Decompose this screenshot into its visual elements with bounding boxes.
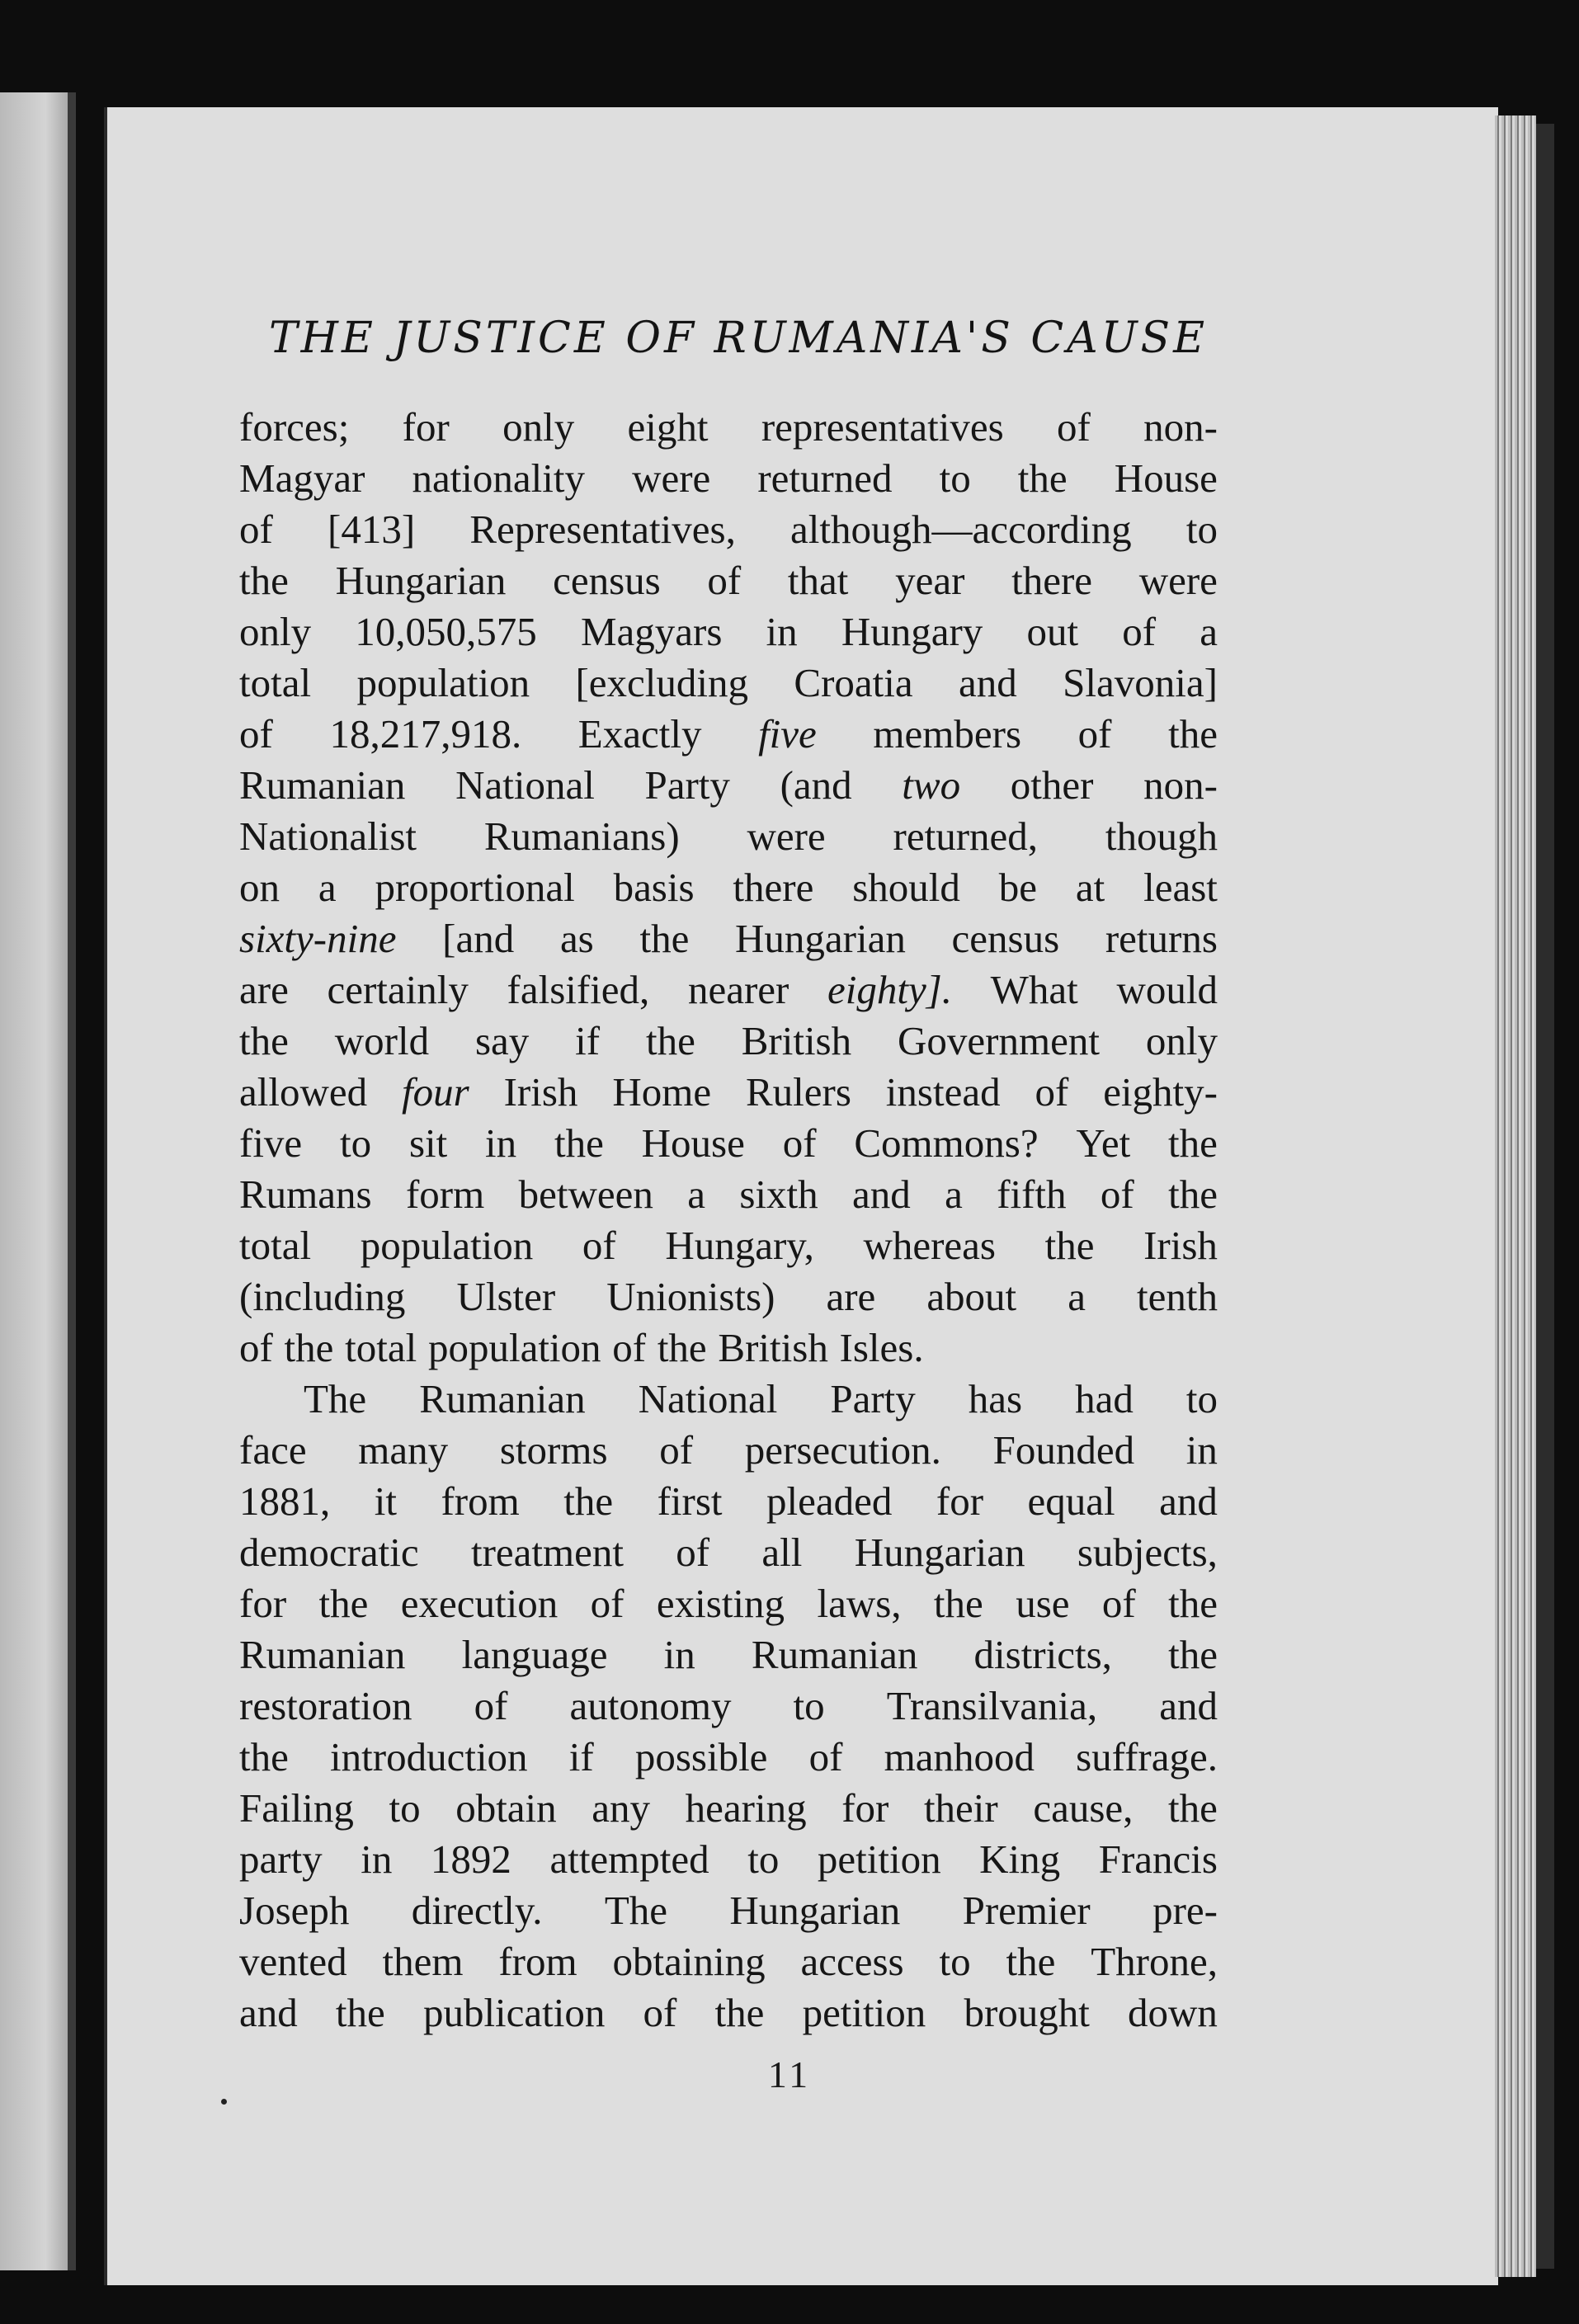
word: Hungary, [665, 1223, 814, 1268]
word: first [657, 1478, 723, 1524]
word: [excluding [575, 660, 749, 705]
word: pre- [1152, 1888, 1218, 1933]
word: existing [656, 1581, 785, 1626]
text-line [239, 1169, 1218, 1220]
word: nearer [687, 967, 790, 1012]
word: any [592, 1785, 651, 1831]
word: non- [1143, 404, 1218, 450]
word: sixth [739, 1171, 818, 1217]
word: the [1017, 455, 1068, 501]
word: sit [408, 1120, 448, 1166]
word: of [1057, 404, 1091, 450]
word: has [968, 1376, 1023, 1421]
word: Rumanian [239, 1632, 406, 1677]
word: down [1128, 1990, 1218, 2035]
text-line [239, 606, 1218, 658]
word: Hungarian [854, 1530, 1025, 1575]
word: laws, [817, 1581, 902, 1626]
word: Hungarian [729, 1888, 901, 1933]
word: Representatives, [469, 507, 736, 552]
word: to [747, 1836, 780, 1882]
word: Rumanian [419, 1376, 586, 1421]
word: British [718, 1325, 828, 1370]
word: Rumanians) [483, 813, 680, 859]
word: instead [885, 1069, 1001, 1115]
word: to [793, 1683, 825, 1728]
word: (and [780, 762, 852, 808]
word: total [345, 1325, 417, 1370]
word: eighty- [1103, 1069, 1218, 1115]
word: only [239, 609, 312, 654]
word: from [498, 1939, 577, 1984]
word: census [951, 916, 1060, 961]
word: year [895, 558, 965, 603]
word: the [1006, 1939, 1056, 1984]
word: sixty-nine [239, 916, 397, 961]
word: forces; [239, 404, 350, 450]
word: execution [400, 1581, 559, 1626]
word: for [402, 404, 450, 450]
word: King [979, 1836, 1061, 1882]
word: be [998, 865, 1038, 910]
word: to [1185, 1376, 1218, 1421]
word: the [335, 1990, 385, 2035]
word: Joseph [239, 1888, 350, 1933]
word: in [766, 609, 798, 654]
word: if [575, 1018, 601, 1063]
word: the [1168, 1785, 1218, 1831]
word: of [808, 1734, 843, 1780]
word: Yet [1076, 1120, 1131, 1166]
word: at [1075, 865, 1105, 910]
word: many [358, 1427, 449, 1473]
word: four [402, 1069, 469, 1115]
word: there [1011, 558, 1093, 603]
word: Ulster [456, 1274, 556, 1319]
word: and [851, 1171, 911, 1217]
word: Founded [992, 1427, 1135, 1473]
word: Magyar [239, 455, 365, 501]
word: in [663, 1632, 695, 1677]
word: Rumans [239, 1171, 372, 1217]
word: proportional [375, 865, 575, 910]
word: fifth [997, 1171, 1067, 1217]
text-line [239, 1527, 1218, 1578]
word: Nationalist [239, 813, 417, 859]
word: as [559, 916, 594, 961]
text-line [239, 402, 1218, 453]
word: the [318, 1581, 369, 1626]
word: should [852, 865, 960, 910]
word: Home [612, 1069, 712, 1115]
word: in [361, 1836, 393, 1882]
word: vented [239, 1939, 347, 1984]
word: Hungary [841, 609, 983, 654]
word: whereas [863, 1223, 997, 1268]
word: Rulers [745, 1069, 851, 1115]
word: of [707, 558, 742, 603]
word: a [1068, 1274, 1086, 1319]
word: of [239, 1325, 273, 1370]
word: only [1145, 1018, 1218, 1063]
word: obtaining [612, 1939, 766, 1984]
word: for [936, 1478, 984, 1524]
word: Irish [1143, 1223, 1218, 1268]
word: subjects, [1077, 1530, 1218, 1575]
word: of [643, 1990, 677, 2035]
word: the [239, 1018, 289, 1063]
word: National [638, 1376, 778, 1421]
word: Unionists) [606, 1274, 775, 1319]
text-line [239, 1016, 1218, 1067]
word: members [873, 711, 1022, 757]
word: between [518, 1171, 653, 1217]
word: Irish [503, 1069, 578, 1115]
word: cause, [1033, 1785, 1134, 1831]
word: representatives [761, 404, 1004, 450]
word: [413] [328, 507, 416, 552]
word: 1881, [239, 1478, 331, 1524]
text-line [239, 1834, 1218, 1885]
word: tenth [1137, 1274, 1218, 1319]
word: their [923, 1785, 998, 1831]
word: Party [830, 1376, 916, 1421]
word: (including [239, 1274, 406, 1319]
word: a [687, 1171, 705, 1217]
word: 18,217,918. [329, 711, 522, 757]
word: the [639, 916, 690, 961]
word: [and [442, 916, 515, 961]
page-stack-edge [1495, 115, 1536, 2277]
word: the [239, 558, 289, 603]
word: the [1044, 1223, 1095, 1268]
word: if [568, 1734, 594, 1780]
word: of [474, 1683, 508, 1728]
word: two [902, 762, 961, 808]
word: language [461, 1632, 608, 1677]
word: Croatia [794, 660, 913, 705]
word: it [374, 1478, 397, 1524]
word: the [933, 1581, 983, 1626]
text-line [239, 1732, 1218, 1783]
word: What [990, 967, 1078, 1012]
word: of [239, 711, 273, 757]
word: although—according [790, 507, 1132, 552]
word: only [502, 404, 575, 450]
word: autonomy [569, 1683, 732, 1728]
word: Francis [1098, 1836, 1218, 1882]
text-line [239, 709, 1218, 760]
text-line [239, 1578, 1218, 1629]
word: a [1200, 609, 1218, 654]
word: on [239, 865, 280, 910]
text-line [239, 964, 1218, 1016]
word: there [733, 865, 814, 910]
word: the [1168, 711, 1218, 757]
word: storms [499, 1427, 608, 1473]
word: Throne, [1091, 1939, 1218, 1984]
word: of [1035, 1069, 1069, 1115]
word: Hungarian [735, 916, 906, 961]
word: for [239, 1581, 287, 1626]
word: to [939, 455, 971, 501]
word: say [474, 1018, 530, 1063]
word: attempted [549, 1836, 709, 1882]
text-line [239, 1936, 1218, 1987]
word: certainly [327, 967, 469, 1012]
word: face [239, 1427, 307, 1473]
word: to [939, 1939, 971, 1984]
text-line [239, 1067, 1218, 1118]
ink-speck [221, 2099, 227, 2105]
word: Government [898, 1018, 1100, 1063]
word: democratic [239, 1530, 419, 1575]
word: publication [422, 1990, 606, 2035]
word: Failing [239, 1785, 354, 1831]
word: were [1138, 558, 1218, 603]
word: to [389, 1785, 421, 1831]
word: out [1026, 609, 1079, 654]
word: Party [644, 762, 730, 808]
word: petition [817, 1836, 941, 1882]
word: were [747, 813, 826, 859]
word: The [304, 1376, 367, 1421]
word: for [841, 1785, 889, 1831]
word: falsified, [507, 967, 650, 1012]
word: form [405, 1171, 485, 1217]
word: House [1114, 455, 1218, 501]
facing-page-edge [0, 92, 76, 2270]
word: National [455, 762, 595, 808]
running-head: THE JUSTICE OF RUMANIA'S CAUSE [269, 313, 1209, 363]
word: a [945, 1171, 963, 1217]
word: restoration [239, 1683, 412, 1728]
word: hearing [685, 1785, 807, 1831]
word: access [800, 1939, 904, 1984]
word: and [1159, 1683, 1218, 1728]
word: Commons? [854, 1120, 1039, 1166]
text-line [239, 1885, 1218, 1936]
word: are [239, 967, 289, 1012]
word: of [782, 1120, 817, 1166]
word: would [1116, 967, 1218, 1012]
text-line [239, 862, 1218, 913]
word: the [714, 1990, 765, 2035]
word: had [1075, 1376, 1134, 1421]
word: the [1168, 1120, 1218, 1166]
word: a [318, 865, 337, 910]
word: the [657, 1325, 707, 1370]
word: basis [613, 865, 695, 910]
word: equal [1027, 1478, 1115, 1524]
word: the [239, 1734, 289, 1780]
word: Rumanian [751, 1632, 918, 1677]
word: eight [627, 404, 709, 450]
word: returned, [893, 813, 1039, 859]
text-line [239, 760, 1218, 811]
text-line [239, 811, 1218, 862]
word: and [1159, 1478, 1218, 1524]
book-binding [1536, 124, 1554, 2269]
word: other [1010, 762, 1094, 808]
word: of [612, 1325, 647, 1370]
word: world [334, 1018, 430, 1063]
word: use [1016, 1581, 1070, 1626]
word: directly. [411, 1888, 543, 1933]
word: returned [757, 455, 893, 501]
word: 1892 [430, 1836, 511, 1882]
word: Exactly [577, 711, 702, 757]
text-line [239, 1425, 1218, 1476]
word: population [427, 1325, 601, 1370]
word: the [645, 1018, 695, 1063]
word: British [741, 1018, 852, 1063]
word: though [1105, 813, 1218, 859]
text-line [239, 555, 1218, 606]
word: nationality [412, 455, 586, 501]
word: in [485, 1120, 517, 1166]
text-line [239, 1629, 1218, 1681]
text-line [239, 1476, 1218, 1527]
word: and [959, 660, 1017, 705]
word: pleaded [766, 1478, 893, 1524]
word: of [1101, 1581, 1136, 1626]
word: The [604, 1888, 668, 1933]
text-line [239, 1220, 1218, 1271]
word: five [758, 711, 817, 757]
word: districts, [973, 1632, 1112, 1677]
word: obtain [455, 1785, 557, 1831]
word: Rumanian [239, 762, 406, 808]
word: of [1122, 609, 1157, 654]
word: were [632, 455, 711, 501]
word: the [1168, 1632, 1218, 1677]
text-line [239, 453, 1218, 504]
word: allowed [239, 1069, 368, 1115]
word: suffrage. [1076, 1734, 1218, 1780]
text-line [239, 1118, 1218, 1169]
word: all [761, 1530, 803, 1575]
word: of [239, 507, 273, 552]
word: to [1185, 507, 1218, 552]
word: of [676, 1530, 710, 1575]
word: Premier [962, 1888, 1091, 1933]
word: population [360, 1223, 534, 1268]
page-number: 11 [767, 2053, 812, 2095]
word: five [239, 1120, 303, 1166]
word: Isles. [839, 1325, 924, 1370]
text-line [239, 504, 1218, 555]
word: about [926, 1274, 1017, 1319]
word: the [554, 1120, 604, 1166]
text-line [239, 658, 1218, 709]
word: eighty]. [827, 967, 953, 1012]
word: Magyars [580, 609, 723, 654]
word: are [826, 1274, 876, 1319]
word: treatment [470, 1530, 624, 1575]
word: petition [802, 1990, 926, 2035]
word: House [641, 1120, 745, 1166]
word: party [239, 1836, 323, 1882]
word: least [1143, 865, 1218, 910]
text-line [239, 913, 1218, 964]
word: from [441, 1478, 520, 1524]
word: non- [1143, 762, 1218, 808]
word: the [563, 1478, 614, 1524]
word: persecution. [744, 1427, 941, 1473]
word: in [1185, 1427, 1218, 1473]
word: and [239, 1990, 298, 2035]
text-line [239, 1987, 1218, 2039]
word: the [284, 1325, 334, 1370]
word: brought [964, 1990, 1090, 2035]
word: possible [634, 1734, 768, 1780]
word: 10,050,575 [355, 609, 537, 654]
word: Hungarian [335, 558, 507, 603]
text-line [239, 1783, 1218, 1834]
word: Slavonia] [1063, 660, 1218, 705]
word: manhood [884, 1734, 1035, 1780]
word: the [1168, 1171, 1218, 1217]
word: introduction [330, 1734, 528, 1780]
text-line [239, 1271, 1218, 1322]
word: the [1168, 1581, 1218, 1626]
word: of [582, 1223, 616, 1268]
word: returns [1105, 916, 1218, 961]
word: total [239, 660, 312, 705]
word: of [590, 1581, 625, 1626]
word: to [340, 1120, 372, 1166]
text-line [239, 1322, 1218, 1374]
body-text [239, 402, 1218, 2039]
word: that [787, 558, 849, 603]
word: Transilvania, [886, 1683, 1098, 1728]
word: total [239, 1223, 312, 1268]
word: of [659, 1427, 694, 1473]
word: of [1100, 1171, 1134, 1217]
text-line [239, 1374, 1218, 1425]
word: census [553, 558, 661, 603]
text-line [239, 1681, 1218, 1732]
word: of [1077, 711, 1112, 757]
word: population [356, 660, 530, 705]
word: them [382, 1939, 464, 1984]
